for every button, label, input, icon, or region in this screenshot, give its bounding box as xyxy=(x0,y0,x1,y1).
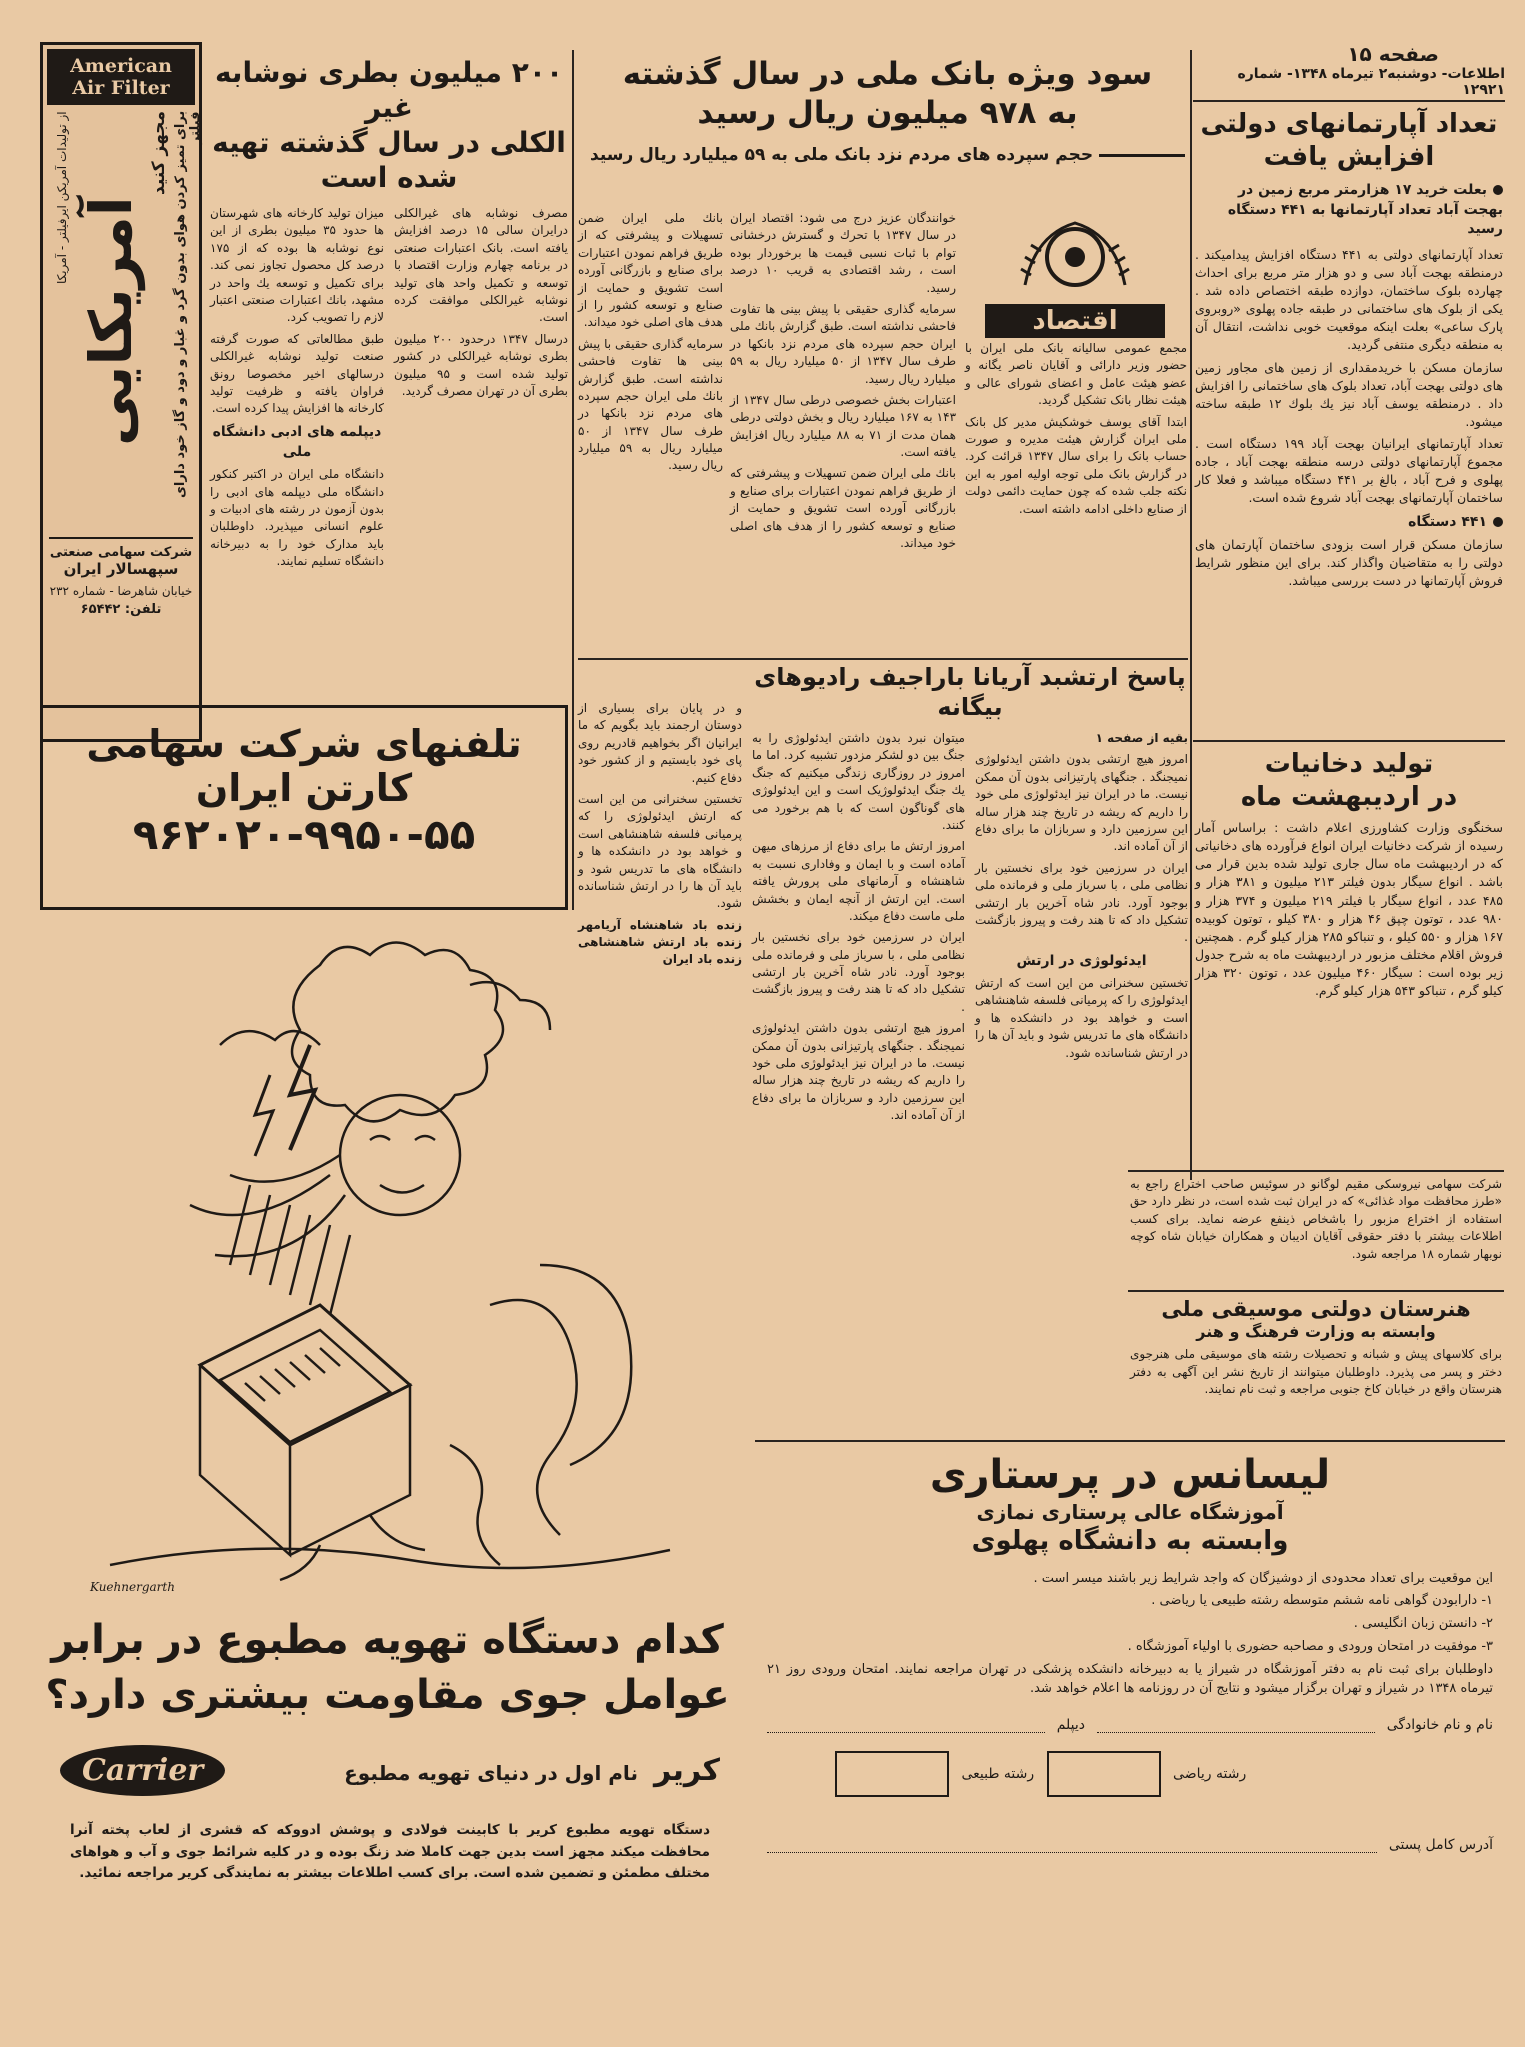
math-checkbox[interactable] xyxy=(1047,1751,1161,1797)
nursing-line-2: آموزشگاه عالی پرستاری نمازی xyxy=(976,1500,1284,1524)
reply-continued: بقیه از صفحه ۱ xyxy=(1095,731,1188,745)
natural-checkbox[interactable] xyxy=(835,1751,949,1797)
cartoon-illustration xyxy=(70,925,710,1585)
tobacco-title-2: در اردیبهشت ماه xyxy=(1240,781,1458,812)
carrier-headline-2: عوامل جوی مقاومت بیشتری دارد؟ xyxy=(45,1672,730,1718)
carrier-body: دستگاه تهویه مطبوع کریر با کابینت فولادی و پوشش ادووکه که قشری از لعاب پخته آنرا محافظت میکند مجهز است بدین جهت کاملا ضد زنگ بوده و در کلیه شرائط جوی و آب و هواهای مختلف مطمئن و تضمین شده است. برای کسب اطلاعات بیشتر به نمایندگی کریر مراجعه نمائید. xyxy=(70,1822,710,1882)
application-form xyxy=(755,1717,1505,1853)
bank-headline xyxy=(590,55,1185,205)
nursing-body: این موقعیت برای تعداد محدودی از دوشیزگان که واجد شرایط زیر باشند میسر است . ۱- دارابودن گواهی نامه ششم متوسطه رشته طبیعی یا ریاضی . ۲- دانستن زبان انگلیسی . ۳- موفقیت در امتحان ورودی و مصاحبه حضوری با اولیاء آموزشگاه . داوطلبان برای ثبت نام به دفتر آموزشگاه در شیراز یا به دبیرخانه دانشکده پزشکی در تهران مراجعه نمایند. امتحان ورودی روز ۲۱ تیرماه ۱۳۴۸ در شیراز و تهران برگزار میشود و نتایج آن در روزنامه ها اعلام خواهد شد. xyxy=(767,1570,1493,1696)
patent-notice: شرکت سهامی نیروسکی مقیم لوگانو در سوئیس صاحب اختراع راجع به «طرز محافظت مواد غذائی» که در ایران ثبت شده است، در نظر دارد حق استفاده از اختراع مزبور را باشخاص ذینفع عرضه نماید. برای کسب اطلاعات بیشتر با دفتر حقوقی آقایان ادیبان و همکاران خیابان شاه کوچه نوبهار شماره ۱۸ مراجعه شود. xyxy=(1130,1177,1502,1261)
ad-address: خیابان شاهرضا - شماره ۲۳۲ xyxy=(49,584,193,598)
apartments-title-2: افزایش یافت xyxy=(1263,141,1435,172)
form-natural-label: رشته طبیعی xyxy=(961,1765,1035,1782)
drinks-col-left: میزان تولید کارخانه های شهرستان ها حدود ۳۵ میلیون بطری از این نوع نوشابه ها بوده که از ۱۷۵ درصد کل محصول تجاوز نمی کند. برای تکمیل و توسعه یك واحد در مشهد، بانك اعتبارات صنعتی اعتبار لازم را تصویب کرد. طبق مطالعاتی که صورت گرفته صنعت تولید نوشابه غیرالکلی درسالهای اخیر مخصوصا رونق فراوان یافته و ظرفیت تولید کارخانه ها افزایش پیدا کرده است. دیپلمه های ادبی دانشگاه ملی دانشگاه ملی ایران در اکتبر کنکور دانشگاه ملی دیپلمه های ادبی را بدون آزمون در رشته های ادبیات و علوم انسانی میپذیرد. داوطلبان باید مدارک خود را به دبیرخانه دانشگاه تسلیم نمایند. xyxy=(210,206,384,569)
reply-title: پاسخ ارتشبد آریانا باراجیف رادیوهای بیگانه xyxy=(754,663,1186,721)
page-number: صفحه ۱۵ xyxy=(1347,42,1439,66)
bank-col-right: مجمع عمومی سالیانه بانک ملی ایران با حضور وزیر دارائی و آقایان ناصر یگانه و عضو هیئت عامل و اعضای شورای عالی و هیئت نظار بانک تشکیل گردید. ابتدا آقای یوسف خوشکیش مدیر کل بانک ملی ایران گزارش هیئت مدیره و صورت حساب بانک را برای سال ۱۳۴۷ قرائت کرد. در گزارش بانک ملی توجه اولیه امور به این نکته جلب شده که چون حمایت دائمی دولت از صنایع داخلی ادامه داشته است. xyxy=(965,341,1187,516)
tobacco-body: سخنگوی وزارت کشاورزی اعلام داشت : براساس آمار رسیده از شرکت دخانیات ایران انواع فرآورده های دخانیاتی که در اردیبهشت ماه سال جاری تولید شده بدین قرار می باشد . انواع سیگار بدون فیلتر ۲۱۳ میلیون و ۳۸۱ هزار و ۴۸۵ عدد ، انواع سیگار با فیلتر ۲۱۹ میلیون و ۳۷۴ هزار و ۹۸۰ عدد ، توتون چپق ۴۶ هزار و ۳۸۰ کیلو ، توتون کوبیده ۱۶۷ هزار و ۵۵۰ کیلو ، و تنباکو ۲۸۵ هزار کیلو گرم . همچنین فروش اقلام مختلف مزبور در اردیبهشت ماه به شرح جدول زیر بوده است : سیگار ۴۶۰ میلیون عدد ، توتون ۳۲۰ هزار کیلو گرم ، تنباکو ۵۴۳ هزار کیلو گرم. xyxy=(1195,820,1503,999)
drinks-subhead: دیپلمه های ادبی دانشگاه ملی xyxy=(212,423,382,460)
address-field[interactable] xyxy=(767,1838,1377,1853)
conservatory-title-1: هنرستان دولتی موسیقی ملی xyxy=(1161,1297,1471,1321)
carrier-brand-fa: کریر xyxy=(653,1753,720,1788)
form-name-label: نام و نام خانوادگی xyxy=(1386,1716,1493,1733)
carton-phone: ۹۶۲۰۲۰-۹۹۵۰-۵۵ xyxy=(132,810,476,859)
bank-title-2: به ۹۷۸ میلیون ریال رسید xyxy=(697,94,1078,131)
carton-line-1: تلفنهای شرکت سهامی xyxy=(86,722,522,766)
carrier-headline-1: کدام دستگاه تهویه مطبوع در برابر xyxy=(51,1617,724,1663)
page-header xyxy=(1193,42,1505,97)
carton-iran-ad xyxy=(40,705,568,910)
bank-col-far: بانك ملی ایران ضمن تسهیلات و پیشرفتی که از طریق فراهم نمودن اعتبارات برای صنایع و بازرگانی آورده است تشویق و حمایت از صنایع و توسعه کشور را از هدف های اصلی خود میداند. سرمایه گذاری حقیقی با پیش بینی ها تفاوت فاحشی نداشته است. طبق گزارش بانك ملی ایران حجم سپرده های مردم نزد بانکها در طرف سال ۱۳۴۷ از ۵۰ میلیارد ریال به ۵۹ میلیارد ریال رسید. xyxy=(578,211,723,473)
apartments-title-1: تعداد آپارتمانهای دولتی xyxy=(1200,109,1498,139)
bank-col-left: خوانندگان عزیز درج می شود: اقتصاد ایران در سال ۱۳۴۷ با تحرك و گسترش درخشانی توام با ثبات نسبی قیمت ها برخوردار بوده است ، رشد اقتصادی به قریب ۱۰ درصد رسید. سرمایه گذاری حقیقی با پیش بینی ها تفاوت فاحشی نداشته است. طبق گزارش بانك ملی ایران حجم سپرده های مردم نزد بانکها در طرف سال ۱۳۴۷ از ۵۰ میلیارد ریال به ۵۹ میلیارد ریال رسید. اعتبارات بخش خصوصی درطی سال ۱۳۴۷ از ۱۴۳ به ۱۶۷ میلیارد ریال و بخش دولتی درطی همان مدت از ۷۱ به ۸۸ میلیارد ریال افزایش یافته است. بانك ملی ایران ضمن تسهیلات و پیشرفتی که از طریق فراهم نمودن اعتبارات برای صنایع و بازرگانی آورده است تشویق و حمایت از صنایع و توسعه کشور را از هدف های اصلی خود میداند. xyxy=(730,211,957,551)
bullet-icon xyxy=(1493,185,1503,195)
drinks-title-2: الکلی در سال گذشته تهیه xyxy=(212,126,566,159)
drinks-col-right: مصرف نوشابه های غیرالکلی درایران سالی ۱۵ درصد افزایش یافته است. بانک اعتبارات صنعتی در برنامه چهارم وزارت اقتصاد با توسعه و تکمیل واحد های تولید نوشابه غیرالکلی موافقت کرده است. درسال ۱۳۴۷ درحدود ۲۰۰ میلیون بطری نوشابه غیرالکلی در کشور تولید شده است و ۹۵ میلیون بطری آن در تهران مصرف گردید. xyxy=(394,206,569,398)
carrier-ad xyxy=(30,915,745,2040)
ad-side-text-2: مجهز کنید xyxy=(149,111,169,196)
form-math-label: رشته ریاضی xyxy=(1173,1765,1247,1782)
artist-signature: Kuehnergarth xyxy=(90,1580,175,1594)
economy-logo xyxy=(965,215,1185,335)
issue-line: اطلاعات- دوشنبه۲ تیرماه ۱۳۴۸- شماره ۱۲۹۲۱ xyxy=(1237,66,1505,98)
name-field[interactable] xyxy=(1097,1718,1375,1733)
american-air-filter-ad xyxy=(40,42,202,742)
bullet-icon xyxy=(1493,517,1503,527)
reply-closing: زنده باد شاهنشاه آریامهر زنده باد ارتش شاهنشاهی زنده باد ایران xyxy=(578,917,742,967)
drinks-article xyxy=(210,55,568,735)
economy-label: اقتصاد xyxy=(985,304,1165,338)
tobacco-title-1: تولید دخانیات xyxy=(1264,749,1434,779)
form-address-label: آدرس کامل پستی xyxy=(1388,1836,1493,1853)
ad-agency: از تولیدات آمریکن ایرفیلتر - آمریکا xyxy=(55,111,69,284)
reply-col-3: و در پایان برای بسیاری از دوستان ارجمند باید بگویم که ما ایرانیان اگر بخواهیم قادریم روی پای خود بایستیم و از کشور خود دفاع کنیم. تخستین سخنرانی من این است که ارتش ایدئولوژی را که پرمیانی فلسفه شاهنشاهی است و خواهد بود در دانشکده ها و دانشگاه های ما تدریس شود و باید آن ها را در ارتش شناسانده شود. زنده باد شاهنشاه آریامهر زنده باد ارتش شاهنشاهی زنده باد ایران xyxy=(578,700,742,1400)
apartments-article xyxy=(1195,108,1503,708)
nursing-title: لیسانس در پرستاری xyxy=(929,1452,1331,1498)
ad-phone: تلفن: ۶۵۴۴۲ xyxy=(80,602,162,617)
bank-title-1: سود ویژه بانک ملی در سال گذشته xyxy=(622,56,1153,92)
conservatory-title-2: وابسته به وزارت فرهنگ و هنر xyxy=(1196,1322,1436,1342)
diploma-field[interactable] xyxy=(767,1718,1045,1733)
carrier-tagline: نام اول در دنیای تهویه مطبوع xyxy=(344,1761,638,1785)
wheat-gear-icon xyxy=(965,215,1185,300)
carrier-logo: Carrier xyxy=(60,1745,225,1796)
brand-fa: آمریکایی xyxy=(77,196,145,446)
ad-company-2: سپهسالار ایران xyxy=(63,560,179,578)
form-diploma-label: دیپلم xyxy=(1056,1716,1086,1733)
drinks-title-1: ۲۰۰ میلیون بطری نوشابه غیر xyxy=(214,56,564,124)
nursing-ad xyxy=(755,1450,1505,2030)
tobacco-article xyxy=(1195,748,1503,1168)
drinks-title-3: شده است xyxy=(320,161,458,194)
ornament-icon xyxy=(1099,154,1185,157)
bank-subtitle: حجم سپرده های مردم نزد بانک ملی به ۵۹ میلیارد ریال رسید xyxy=(590,144,1094,165)
carton-line-2: کارتن ایران xyxy=(195,766,413,810)
brand-en-2: Air Filter xyxy=(72,77,170,99)
ad-company: شرکت سهامی صنعتی xyxy=(49,545,193,560)
reply-subhead: ایدئولوژی در ارتش xyxy=(1016,952,1147,969)
conservatory-notice: هنرستان دولتی موسیقی ملی وابسته به وزارت فرهنگ و هنر برای کلاسهای پیش و شبانه و تحصیلات رشته های موسیقی ملی هنرجوی دختر و پسر می پذیرد. داوطلبان میتوانند از تاریخ نشر این آگهی به دفتر هنرستان واقع در خیابان کاخ جنوبی مراجعه و ثبت نام نمایند. xyxy=(1130,1297,1502,1397)
reply-article: پاسخ ارتشبد آریانا باراجیف رادیوهای بیگانه بقیه از صفحه ۱ امروز هیچ ارتشی بدون داشتن ایدئولوژی نمیجنگد . جنگهای پارتیزانی بدون آن ممکن نیست. ما در ایران نیز ایدئولوژی ملی خود را داریم که ریشه در تاریخ چند هزار ساله این سرزمین دارد و سربازان ما برای دفاع از آن آماده اند. ایران در سرزمین خود برای نخستین بار نظامی ملی ، با سرباز ملی و فرمانده ملی بوجود آورد. نادر شاه آخرین بار ارتشی تشکیل داد که تا هند رفت و پیروز بازگشت . ایدئولوژی در ارتش تخستین سخنرانی من این است که ارتش ایدئولوژی را که پرمیانی فلسفه شاهنشاهی است و خواهد بود در دانشکده ها و دانشگاه های ما تدریس شود و باید آن ها را در ارتش شناسانده شود. میتوان نبرد بدون داشتن ایدئولوژی را به جنگ بین دو لشکر مزدور تشبیه کرد. اما ما امروز در روزگاری زندگی میکنیم که جنگ یك جنگ ایدئولوژیک است و این ایدئولوژی های گوناگون است که با هم برخورد می کنند. امروز ارتش ما برای دفاع از مرزهای میهن آماده است و با ایمان و وفاداری نسبت به شاهنشاه و آرمانهای ملی پرورش یافته است. این ارتش از آنچه ایمان و بخشش ملی ماست دفاع میکند. ایران در سرزمین خود برای نخستین بار نظامی ملی ، با سرباز ملی و فرمانده ملی بوجود آورد. نادر شاه آخرین بار ارتشی تشکیل داد که تا هند رفت و پیروز بازگشت . امروز هیچ ارتشی بدون داشتن ایدئولوژی نمیجنگد . جنگهای پارتیزانی بدون آن ممکن نیست. ما در ایران نیز ایدئولوژی ملی خود را داریم که ریشه در تاریخ چند هزار ساله این سرزمین دارد و سربازان ما برای دفاع از آن آماده اند. xyxy=(752,663,1188,1123)
brand-en-1: American xyxy=(70,55,172,77)
apartments-body: تعداد آپارتمانهای دولتی به ۴۴۱ دستگاه افزایش پیدامیکند . درمنطقه بهجت آباد سی و دو هزار متر مربع برای احداث چهارده بلوک ساختمان، دوازده طبقه اختصاص داده شد . یکی از بلوک های ساختمانی در طبقه جاده پهلوی «روبروی پارک ساعی» بعلت اینکه موقعیت خوبی نداشت، انتقال آن به منطقه دیگری منتفی گردید. سازمان مسکن با خریدمقداری از زمین های مجاور زمین های دولتی بهجت آباد، تعداد بلوک های ساختمانی را افزایش داد . درمنطقه یوسف آباد نیز یك بلوك ۱۲ طبقه ساخته میشود. تعداد آپارتمانهای ایرانیان بهجت آباد ۱۹۹ دستگاه است . مجموع آپارتمانهای دولتی درسه منطقه بهجت آباد ، جاده پهلوی و فرح آباد ، بالغ بر ۴۴۱ دستگاه میباشد و فعلا کار ساختمان آپارتمانهای بهجت آباد شروع شده است. ۴۴۱ دستگاه سازمان مسکن قرار است بزودی ساختمان آپارتمان های دولتی را به متقاضیان واگذار کند. برای این منظور شرایط فروش آپارتمانها در دست بررسی میباشد. xyxy=(1195,246,1504,589)
nursing-line-3: وابسته به دانشگاه پهلوی xyxy=(971,1526,1289,1556)
apartments-lead: بعلت خرید ۱۷ هزارمتر مربع زمین در بهجت آباد تعداد آپارتمانها به ۴۴۱ دستگاه رسید xyxy=(1227,182,1503,238)
ad-side-text: برای تمیز کردن هوای بدون گرد و غبار و دود و گاز خود دارای فیلتر xyxy=(173,111,203,499)
